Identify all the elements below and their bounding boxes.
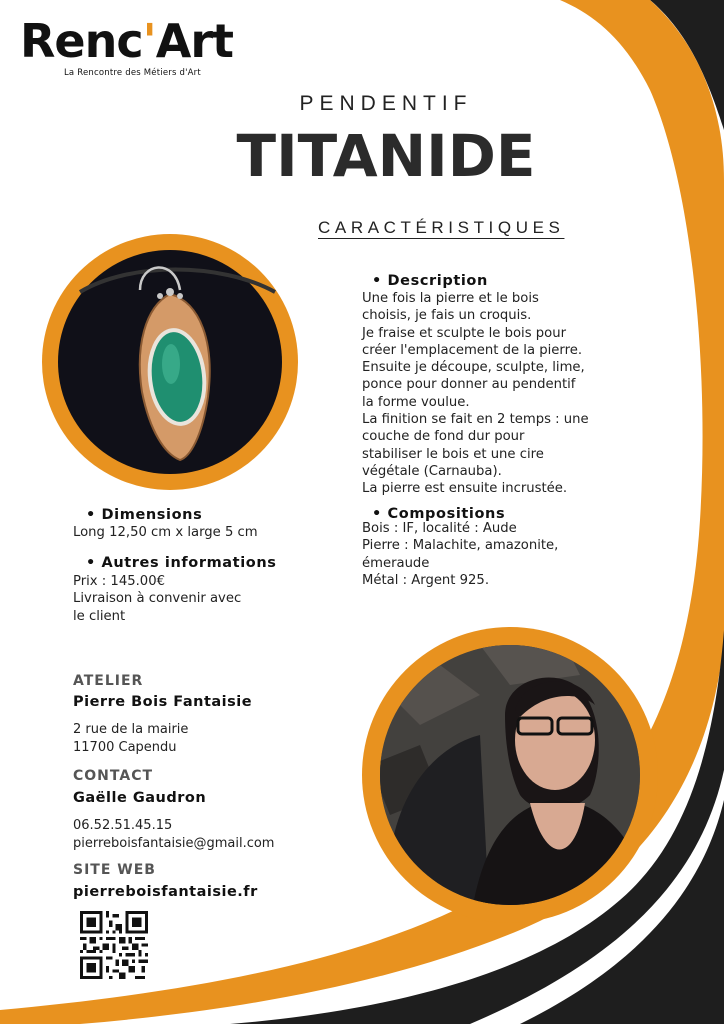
description-text: Une fois la pierre et le bois choisis, je fais un croquis. Je fraise et sculpte le bois pour créer l'emplacement de la pierre. Ensuite je découpe, sculpte, lime, ponce pour donner au pendentif la forme voulue. La finition se fait en 2 temps : une couche de fond dur pour stabiliser le bois et une cire végétale (Carnauba). La pierre est ensuite incrustée. <box>362 291 589 497</box>
bullet-icon: • <box>86 555 102 571</box>
website-label: SITE WEB <box>73 862 156 878</box>
atelier-address-line1: 2 rue de la mairie <box>73 722 189 737</box>
description-heading: • Description <box>372 273 488 289</box>
bullet-icon: • <box>372 506 388 522</box>
contact-label: CONTACT <box>73 768 154 784</box>
dimensions-heading: • Dimensions <box>86 507 203 523</box>
pendant-photo <box>40 232 300 492</box>
qr-code-icon[interactable] <box>80 911 148 979</box>
compositions-heading: • Compositions <box>372 506 506 522</box>
other-info-text: Prix : 145.00€ Livraison à convenir avec le client <box>73 574 242 624</box>
website-url[interactable]: pierreboisfantaisie.fr <box>73 884 258 900</box>
contact-email[interactable]: pierreboisfantaisie@gmail.com <box>73 836 275 851</box>
bullet-icon: • <box>86 507 102 523</box>
product-kicker: PENDENTIF <box>299 92 473 115</box>
atelier-address-line2: 11700 Capendu <box>73 740 177 755</box>
contact-name: Gaëlle Gaudron <box>73 790 207 806</box>
brand-logo <box>8 12 240 86</box>
other-info-heading: • Autres informations <box>86 555 277 571</box>
logo-tagline: La Rencontre des Métiers d'Art <box>64 68 201 78</box>
atelier-label: ATELIER <box>73 673 144 689</box>
dimensions-value: Long 12,50 cm x large 5 cm <box>73 525 258 540</box>
logo-wordmark: Renc'Art <box>20 14 234 68</box>
bullet-icon: • <box>372 273 388 289</box>
atelier-name: Pierre Bois Fantaisie <box>73 694 253 710</box>
contact-phone[interactable]: 06.52.51.45.15 <box>73 818 173 833</box>
artisan-photo <box>360 625 660 925</box>
section-title: CARACTÉRISTIQUES <box>318 218 565 237</box>
compositions-text: Bois : IF, localité : Aude Pierre : Malachite, amazonite, émeraude Métal : Argent 925. <box>362 521 559 588</box>
product-title: TITANIDE <box>236 122 536 190</box>
